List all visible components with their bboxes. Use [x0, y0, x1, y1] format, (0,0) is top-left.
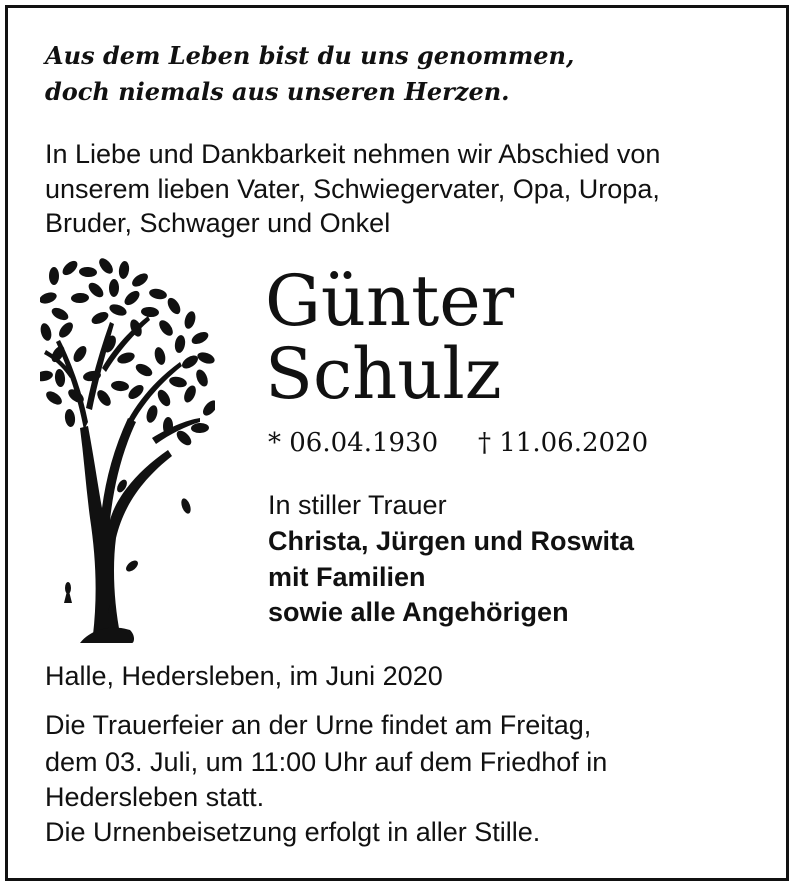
- birth-date: * 06.04.1930: [268, 428, 439, 458]
- tree-leaf: [44, 389, 64, 408]
- tree-leaf: [60, 258, 80, 278]
- tree-leaf: [90, 310, 111, 327]
- tree-leaf: [200, 398, 215, 418]
- tree-leaf: [122, 288, 142, 307]
- tree-leaf: [191, 423, 209, 434]
- funeral-line-2: dem 03. Juli, um 11:00 Uhr auf dem Friedhof in: [45, 747, 608, 777]
- tree-leaf: [108, 302, 128, 318]
- tree-leaf: [40, 369, 54, 382]
- deceased-first-name: Günter: [265, 260, 515, 342]
- tree-leaf: [182, 384, 198, 405]
- tree-leaf: [56, 320, 75, 340]
- mourners-names: Christa, Jürgen und Roswita: [268, 526, 635, 556]
- tree-leaf: [49, 267, 59, 285]
- tree-leaf: [196, 350, 215, 366]
- tree-leaf: [165, 296, 183, 317]
- mourners-intro: In stiller Trauer: [268, 490, 447, 520]
- tree-leaf: [153, 346, 167, 366]
- tree-leaf: [71, 344, 89, 365]
- funeral-line-4: Die Urnenbeisetzung erfolgt in aller Stille.: [45, 817, 541, 847]
- tree-leaf: [86, 280, 106, 300]
- intro-line-1: In Liebe und Dankbarkeit nehmen wir Abschied von: [45, 139, 661, 169]
- tree-leaf: [145, 404, 160, 424]
- memorial-quote-line-1: Aus dem Leben bist du uns genommen,: [45, 41, 575, 70]
- intro-line-3: Bruder, Schwager und Onkel: [45, 208, 391, 238]
- tree-leaf: [95, 388, 114, 408]
- funeral-line-3: Hedersleben statt.: [45, 782, 265, 812]
- tree-leaf: [109, 279, 119, 297]
- tree-leaf: [64, 408, 76, 427]
- place-date: Halle, Hedersleben, im Juni 2020: [45, 661, 443, 691]
- deceased-last-name: Schulz: [265, 333, 502, 415]
- tree-leaf: [79, 266, 98, 277]
- tree-leaf: [50, 305, 71, 322]
- tree-leaf: [134, 361, 155, 378]
- tree-leaf: [194, 368, 210, 388]
- tree-leaf: [141, 306, 160, 318]
- mourners-relatives: sowie alle Angehörigen: [268, 597, 569, 627]
- tree-leaf: [168, 375, 188, 389]
- tree-leaf: [148, 287, 168, 301]
- funeral-line-1: Die Trauerfeier an der Urne findet am Freitag,: [45, 710, 592, 740]
- tree-leaf: [180, 353, 201, 371]
- tree-leaf: [118, 260, 130, 279]
- memorial-quote-line-2: doch niemals aus unseren Herzen.: [45, 77, 510, 106]
- tree-leaf: [54, 369, 66, 388]
- tree-leaf: [190, 329, 211, 346]
- tree-leaf: [155, 388, 173, 409]
- tree-leaf: [183, 310, 198, 330]
- tree-leaf: [40, 322, 53, 342]
- tree-icon: [40, 258, 215, 650]
- tree-leaf: [130, 271, 150, 290]
- mourners-families: mit Familien: [268, 562, 426, 592]
- tree-leaf: [111, 380, 130, 392]
- intro-line-2: unserem lieben Vater, Schwiegervater, Opa, Uropa,: [45, 174, 660, 204]
- tree-leaf: [174, 334, 187, 353]
- tree-leaf: [71, 293, 89, 304]
- tree-leaf: [40, 290, 58, 305]
- tree-leaf: [96, 258, 115, 276]
- tree-leaf: [157, 318, 176, 338]
- death-date: † 11.06.2020: [478, 428, 649, 458]
